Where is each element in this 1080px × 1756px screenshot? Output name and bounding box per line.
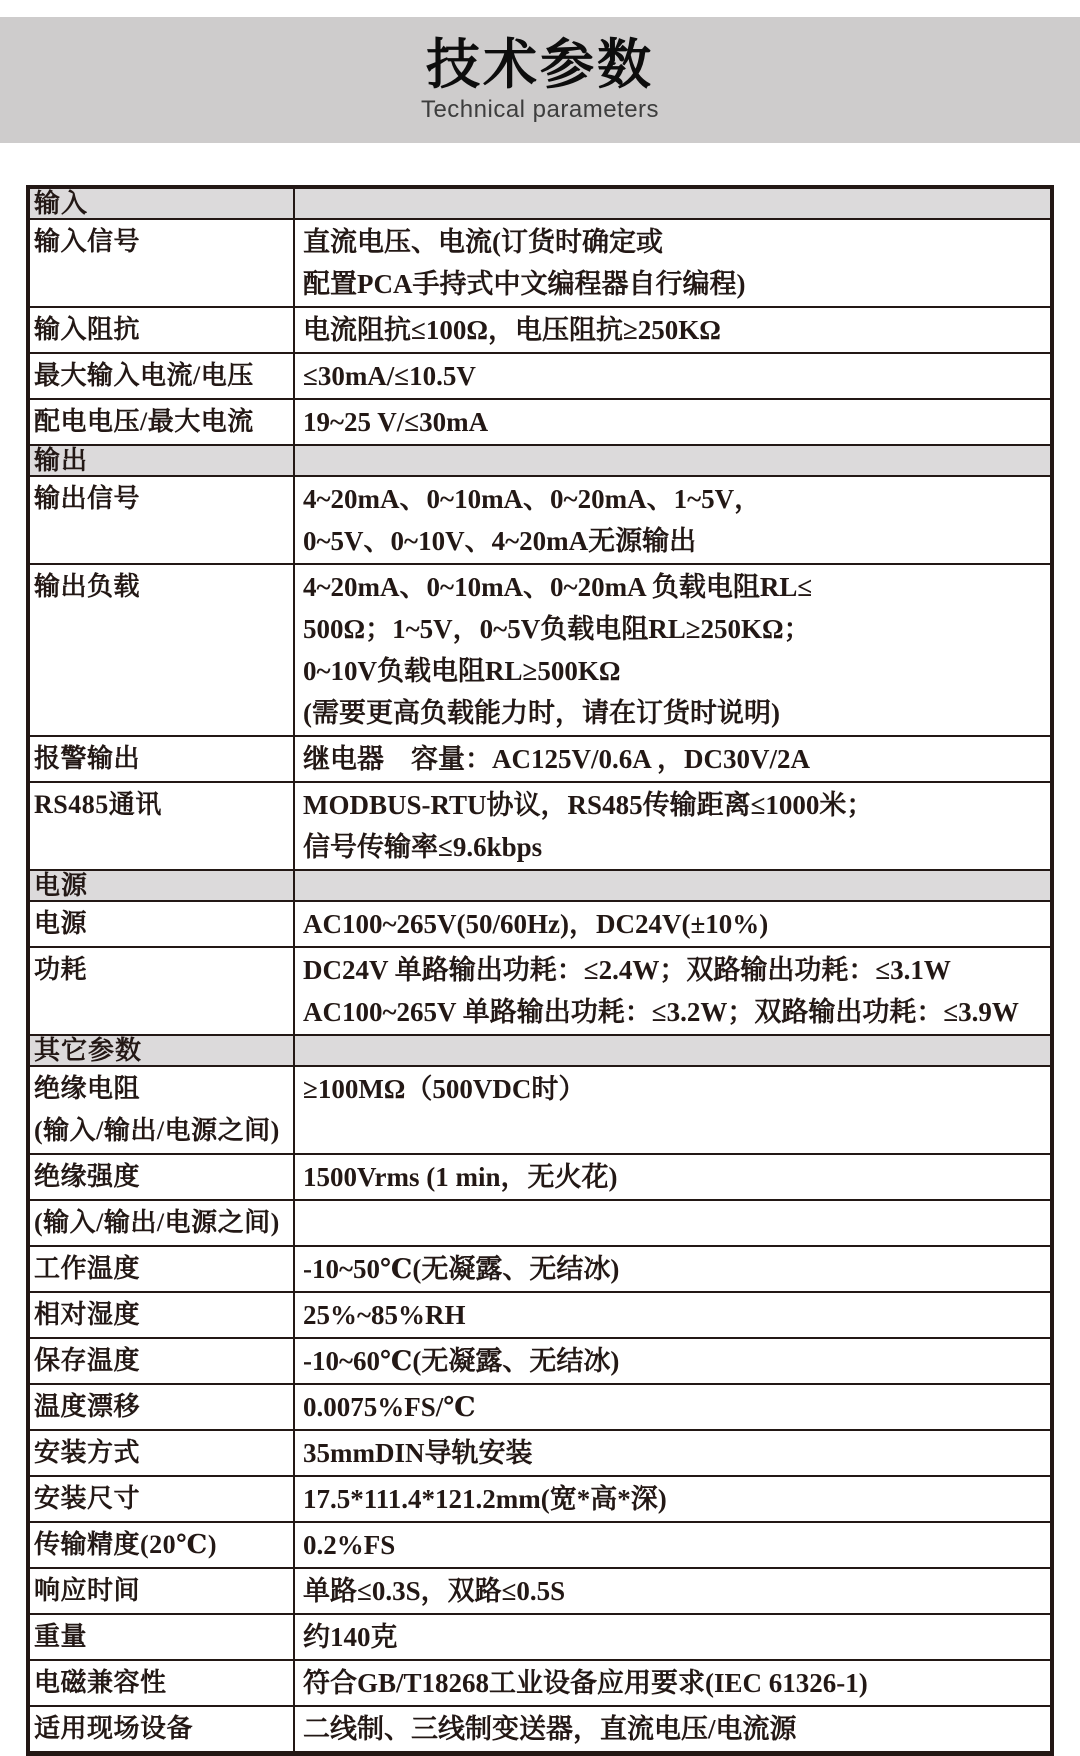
param-value-cell: [295, 1155, 1050, 1199]
param-name-line: 输出信号: [34, 484, 141, 513]
table-row: [30, 308, 1050, 354]
param-value-line: 符合GB/T18268工业设备应用要求(IEC 61326-1): [303, 1668, 868, 1698]
table-row: [30, 783, 1050, 871]
param-name-cell: [30, 1293, 295, 1337]
param-name-line: 输出负载: [34, 572, 141, 601]
param-name-line: (输入/输出/电源之间): [34, 1116, 280, 1145]
param-name-line: 传输精度(20℃): [34, 1530, 217, 1559]
page-title: 技术参数: [426, 35, 654, 96]
param-value-line: 35mmDIN导轨安装: [303, 1438, 533, 1468]
table-row: [30, 1615, 1050, 1661]
param-value-cell: [295, 1477, 1050, 1521]
table-row: [30, 477, 1050, 565]
param-name-cell: [30, 189, 295, 218]
param-value-line: AC100~265V(50/60Hz)，DC24V(±10%): [303, 909, 769, 939]
table-row: [30, 1067, 1050, 1155]
param-value-line: 0~10V负载电阻RL≥500KΩ: [303, 656, 621, 686]
table-row: [30, 220, 1050, 308]
param-value-line: 1500Vrms (1 min，无火花): [303, 1162, 618, 1192]
table-row: [30, 400, 1050, 446]
table-row: [30, 1477, 1050, 1523]
param-value-line: 信号传输率≤9.6kbps: [303, 832, 543, 862]
param-value-line: 继电器 容量：AC125V/0.6A ，DC30V/2A: [303, 744, 811, 774]
spec-table: [26, 185, 1054, 1756]
table-row: [30, 1201, 1050, 1247]
param-name-cell: [30, 1707, 295, 1751]
param-name-cell: [30, 565, 295, 735]
param-value-line: 直流电压、电流(订货时确定或: [303, 227, 663, 257]
param-value-line: 0.2%FS: [303, 1530, 396, 1560]
param-name-cell: [30, 1569, 295, 1613]
param-name-cell: [30, 220, 295, 306]
param-value-cell: [295, 220, 1050, 306]
param-name-line: 响应时间: [34, 1576, 141, 1605]
table-row: [30, 1293, 1050, 1339]
param-value-cell: [295, 189, 1050, 218]
param-value-cell: [295, 1523, 1050, 1567]
param-value-cell: [295, 1067, 1050, 1153]
section-row: [30, 446, 1050, 477]
param-value-line: DC24V 单路输出功耗：≤2.4W；双路输出功耗：≤3.1W: [303, 955, 951, 985]
param-value-line: 约140克: [303, 1622, 398, 1652]
param-value-line: MODBUS-RTU协议，RS485传输距离≤1000米；: [303, 790, 874, 820]
param-value-line: -10~60℃(无凝露、无结冰): [303, 1346, 620, 1376]
param-value-cell: [295, 783, 1050, 869]
param-value-line: 17.5*111.4*121.2mm(宽*高*深): [303, 1484, 667, 1514]
param-value-cell: [295, 477, 1050, 563]
param-name-cell: [30, 308, 295, 352]
param-value-cell: [295, 1036, 1050, 1065]
param-value-cell: [295, 1293, 1050, 1337]
param-name-line: 功耗: [34, 955, 88, 984]
section-row: [30, 189, 1050, 220]
param-name-line: 保存温度: [34, 1346, 141, 1375]
param-name-line: RS485通讯: [34, 790, 162, 819]
param-name-cell: [30, 1385, 295, 1429]
param-name-cell: [30, 354, 295, 398]
param-value-cell: [295, 1615, 1050, 1659]
table-row: [30, 1523, 1050, 1569]
table-row: [30, 1707, 1050, 1751]
param-name-line: 安装方式: [34, 1438, 141, 1467]
param-value-cell: [295, 737, 1050, 781]
param-name-cell: [30, 1201, 295, 1245]
param-name-line: (输入/输出/电源之间): [34, 1208, 280, 1237]
param-value-cell: [295, 1339, 1050, 1383]
table-row: [30, 1431, 1050, 1477]
param-value-line: 0~5V、0~10V、4~20mA无源输出: [303, 526, 697, 556]
param-name-line: 电磁兼容性: [34, 1668, 167, 1697]
table-row: [30, 737, 1050, 783]
param-value-cell: [295, 1201, 1050, 1245]
param-name-cell: [30, 446, 295, 475]
param-name-cell: [30, 1155, 295, 1199]
param-value-cell: [295, 902, 1050, 946]
param-name-cell: [30, 1615, 295, 1659]
table-row: [30, 948, 1050, 1036]
param-value-line: 500Ω；1~5V，0~5V负载电阻RL≥250KΩ；: [303, 614, 811, 644]
param-name-cell: [30, 783, 295, 869]
param-value-line: 电流阻抗≤100Ω，电压阻抗≥250KΩ: [303, 315, 721, 345]
param-value-line: -10~50℃(无凝露、无结冰): [303, 1254, 620, 1284]
section-row: [30, 871, 1050, 902]
param-value-cell: [295, 308, 1050, 352]
param-name-line: 报警输出: [34, 744, 141, 773]
table-row: [30, 1569, 1050, 1615]
param-name-cell: [30, 1247, 295, 1291]
param-value-line: (需要更高负载能力时，请在订货时说明): [303, 698, 780, 728]
param-name-line: 输入阻抗: [34, 315, 141, 344]
param-value-cell: [295, 948, 1050, 1034]
table-row: [30, 354, 1050, 400]
param-name-cell: [30, 871, 295, 900]
param-value-line: 二线制、三线制变送器，直流电压/电流源: [303, 1714, 797, 1744]
section-row: [30, 1036, 1050, 1067]
param-value-cell: [295, 354, 1050, 398]
param-name-cell: [30, 400, 295, 444]
param-name-line: 相对湿度: [34, 1300, 141, 1329]
param-value-line: 单路≤0.3S，双路≤0.5S: [303, 1576, 566, 1606]
param-name-cell: [30, 1067, 295, 1153]
param-name-cell: [30, 477, 295, 563]
table-row: [30, 1385, 1050, 1431]
param-name-line: 配电电压/最大电流: [34, 407, 254, 436]
param-name-cell: [30, 1661, 295, 1705]
table-row: [30, 1155, 1050, 1201]
param-name-line: 电源: [34, 871, 89, 900]
param-name-line: 温度漂移: [34, 1392, 141, 1421]
param-name-cell: [30, 737, 295, 781]
param-name-line: 重量: [34, 1622, 88, 1651]
table-row: [30, 1661, 1050, 1707]
table-row: [30, 565, 1050, 737]
param-value-line: 0.0075%FS/℃: [303, 1392, 476, 1422]
param-value-line: ≤30mA/≤10.5V: [303, 361, 476, 391]
param-name-cell: [30, 1431, 295, 1475]
param-name-cell: [30, 1523, 295, 1567]
param-name-line: 绝缘强度: [34, 1162, 141, 1191]
param-name-line: 电源: [34, 909, 88, 938]
param-name-cell: [30, 1339, 295, 1383]
param-value-cell: [295, 1431, 1050, 1475]
param-name-line: 其它参数: [34, 1036, 143, 1065]
param-value-cell: [295, 446, 1050, 475]
param-value-line: 19~25 V/≤30mA: [303, 407, 489, 437]
param-value-cell: [295, 871, 1050, 900]
param-value-cell: [295, 1569, 1050, 1613]
param-value-cell: [295, 1247, 1050, 1291]
param-value-cell: [295, 400, 1050, 444]
param-name-line: 适用现场设备: [34, 1714, 194, 1743]
param-value-cell: [295, 565, 1050, 735]
param-value-line: 25%~85%RH: [303, 1300, 466, 1330]
param-name-cell: [30, 1036, 295, 1065]
param-value-line: 4~20mA、0~10mA、0~20mA、1~5V，: [303, 484, 762, 514]
param-value-line: 4~20mA、0~10mA、0~20mA 负载电阻RL≤: [303, 572, 813, 602]
param-name-line: 安装尺寸: [34, 1484, 141, 1513]
table-row: [30, 1247, 1050, 1293]
param-value-line: AC100~265V 单路输出功耗：≤3.2W；双路输出功耗：≤3.9W: [303, 997, 1019, 1027]
param-name-cell: [30, 902, 295, 946]
table-row: [30, 902, 1050, 948]
param-name-line: 输出: [34, 446, 89, 475]
page-subtitle: Technical parameters: [420, 95, 660, 123]
param-name-cell: [30, 1477, 295, 1521]
param-value-line: ≥100MΩ（500VDC时）: [303, 1074, 586, 1104]
title-band: [0, 17, 1080, 143]
param-value-cell: [295, 1385, 1050, 1429]
param-name-line: 最大输入电流/电压: [34, 361, 254, 390]
param-name-cell: [30, 948, 295, 1034]
param-name-line: 工作温度: [34, 1254, 141, 1283]
param-name-line: 绝缘电阻: [34, 1074, 141, 1103]
param-value-line: 配置PCA手持式中文编程器自行编程): [303, 269, 746, 299]
param-value-cell: [295, 1707, 1050, 1751]
param-value-cell: [295, 1661, 1050, 1705]
param-name-line: 输入信号: [34, 227, 141, 256]
table-row: [30, 1339, 1050, 1385]
param-name-line: 输入: [34, 189, 89, 218]
